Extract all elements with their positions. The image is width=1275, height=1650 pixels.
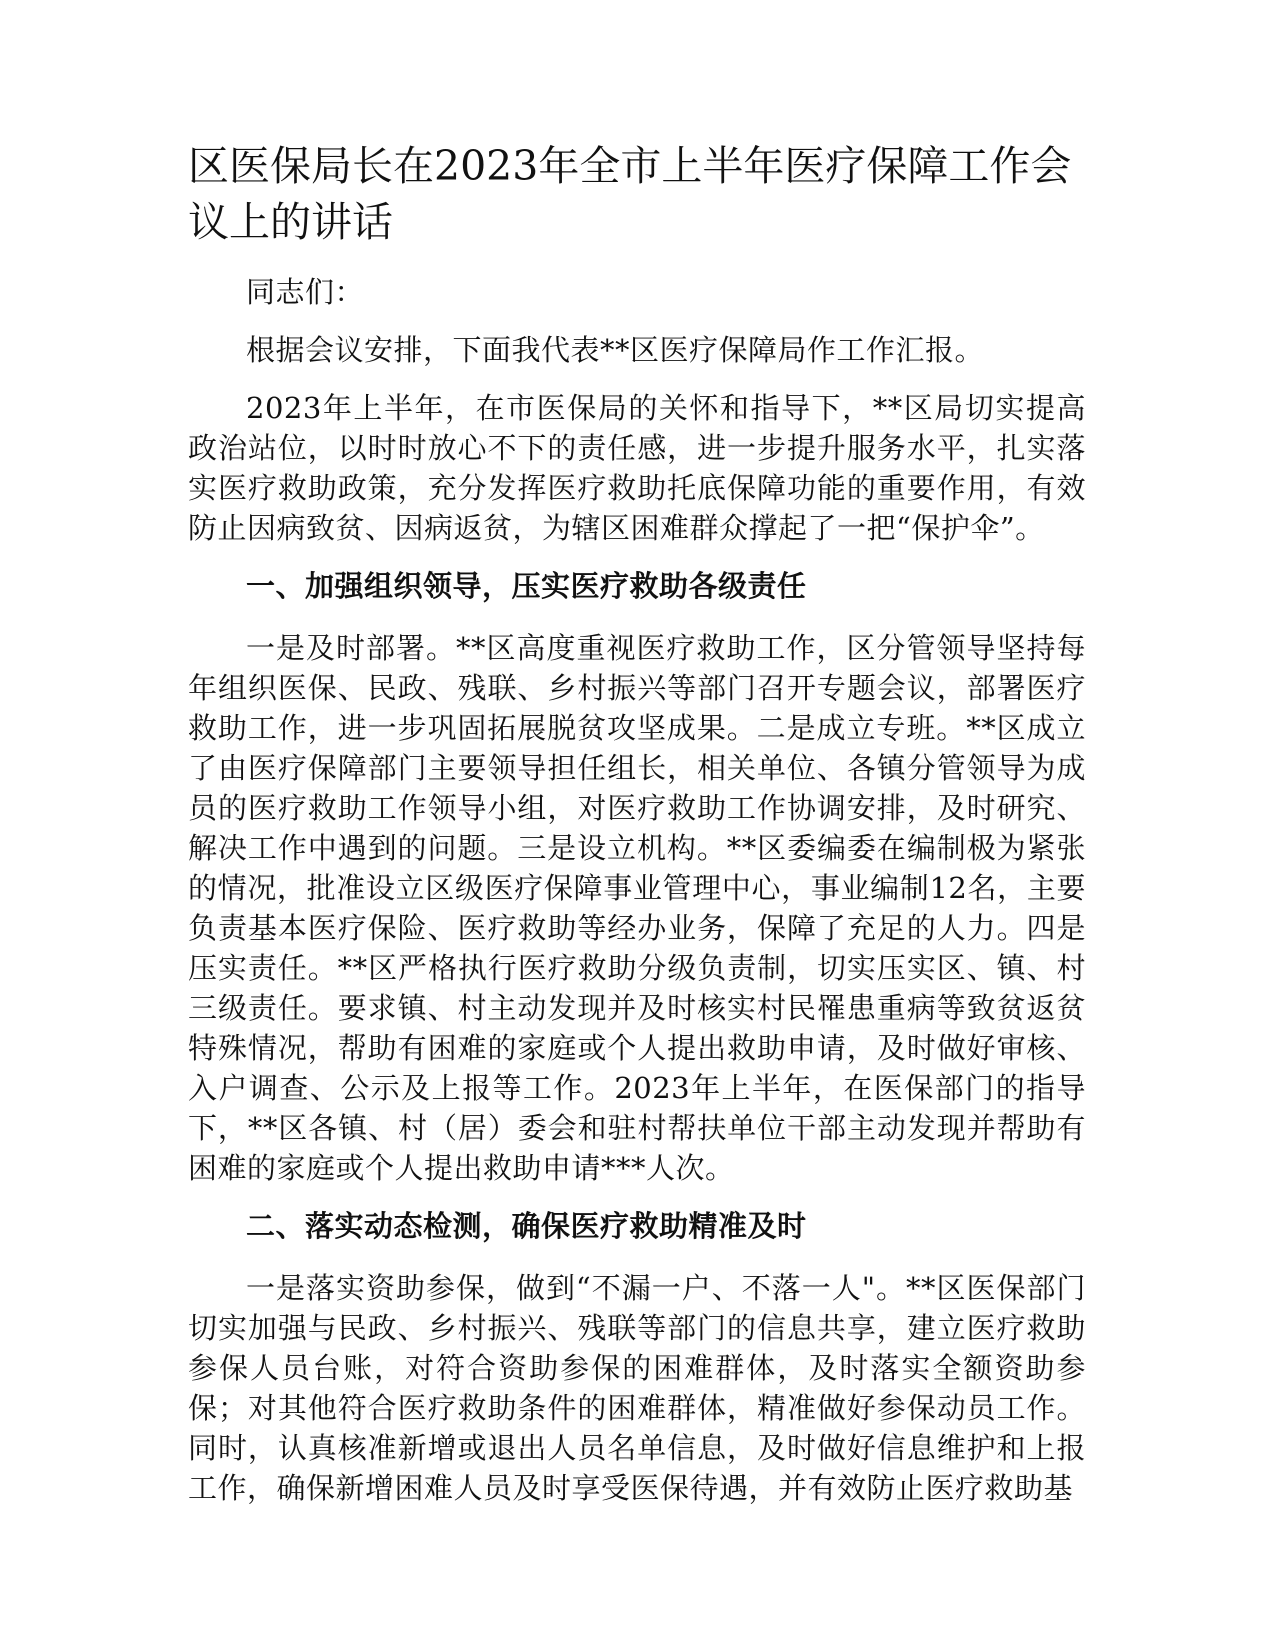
- document-title: 区医保局长在2023年全市上半年医疗保障工作会议上的讲话: [188, 142, 1072, 246]
- intro-paragraph: 根据会议安排，下面我代表**区医疗保障局作工作汇报。: [246, 333, 985, 367]
- overview-paragraph: 2023年上半年，在市医保局的关怀和指导下，**区局切实提高政治站位，以时时放心不下的责任感，进一步提升服务水平，扎实落实医疗救助政策，充分发挥医疗救助托底保障功能的重要作用，有效防止因病致贫、因病返贫，为辖区困难群众撑起了一把“保护伞”。: [188, 391, 1086, 545]
- salutation: 同志们：: [246, 275, 365, 309]
- section-2-paragraph: 一是落实资助参保，做到“不漏一户、不落一人"。**区医保部门切实加强与民政、乡村振兴、残联等部门的信息共享，建立医疗救助参保人员台账，对符合资助参保的困难群体，及时落实全额资助参保；对其他符合医疗救助条件的困难群体，精准做好参保动员工作。同时，认真核准新增或退出人员名单信息，及时做好信息维护和上报工作，确保新增困难人员及时享受医保待遇，并有效防止医疗救助基: [188, 1271, 1086, 1505]
- section-1-paragraph: 一是及时部署。**区高度重视医疗救助工作，区分管领导坚持每年组织医保、民政、残联、乡村振兴等部门召开专题会议，部署医疗救助工作，进一步巩固拓展脱贫攻坚成果。二是成立专班。**区成立了由医疗保障部门主要领导担任组长，相关单位、各镇分管领导为成员的医疗救助工作领导小组，对医疗救助工作协调安排，及时研究、解决工作中遇到的问题。三是设立机构。**区委编委在编制极为紧张的情况，批准设立区级医疗保障事业管理中心，事业编制12名，主要负责基本医疗保险、医疗救助等经办业务，保障了充足的人力。四是压实责任。**区严格执行医疗救助分级负责制，切实压实区、镇、村三级责任。要求镇、村主动发现并及时核实村民罹患重病等致贫返贫特殊情况，帮助有困难的家庭或个人提出救助申请，及时做好审核、入户调查、公示及上报等工作。2023年上半年，在医保部门的指导下，**区各镇、村（居）委会和驻村帮扶单位干部主动发现并帮助有困难的家庭或个人提出救助申请***人次。: [188, 631, 1086, 1185]
- section-1-heading: 一、加强组织领导，压实医疗救助各级责任: [246, 569, 807, 603]
- document-body: [188, 138, 1086, 1526]
- section-2-heading: 二、落实动态检测，确保医疗救助精准及时: [246, 1209, 807, 1243]
